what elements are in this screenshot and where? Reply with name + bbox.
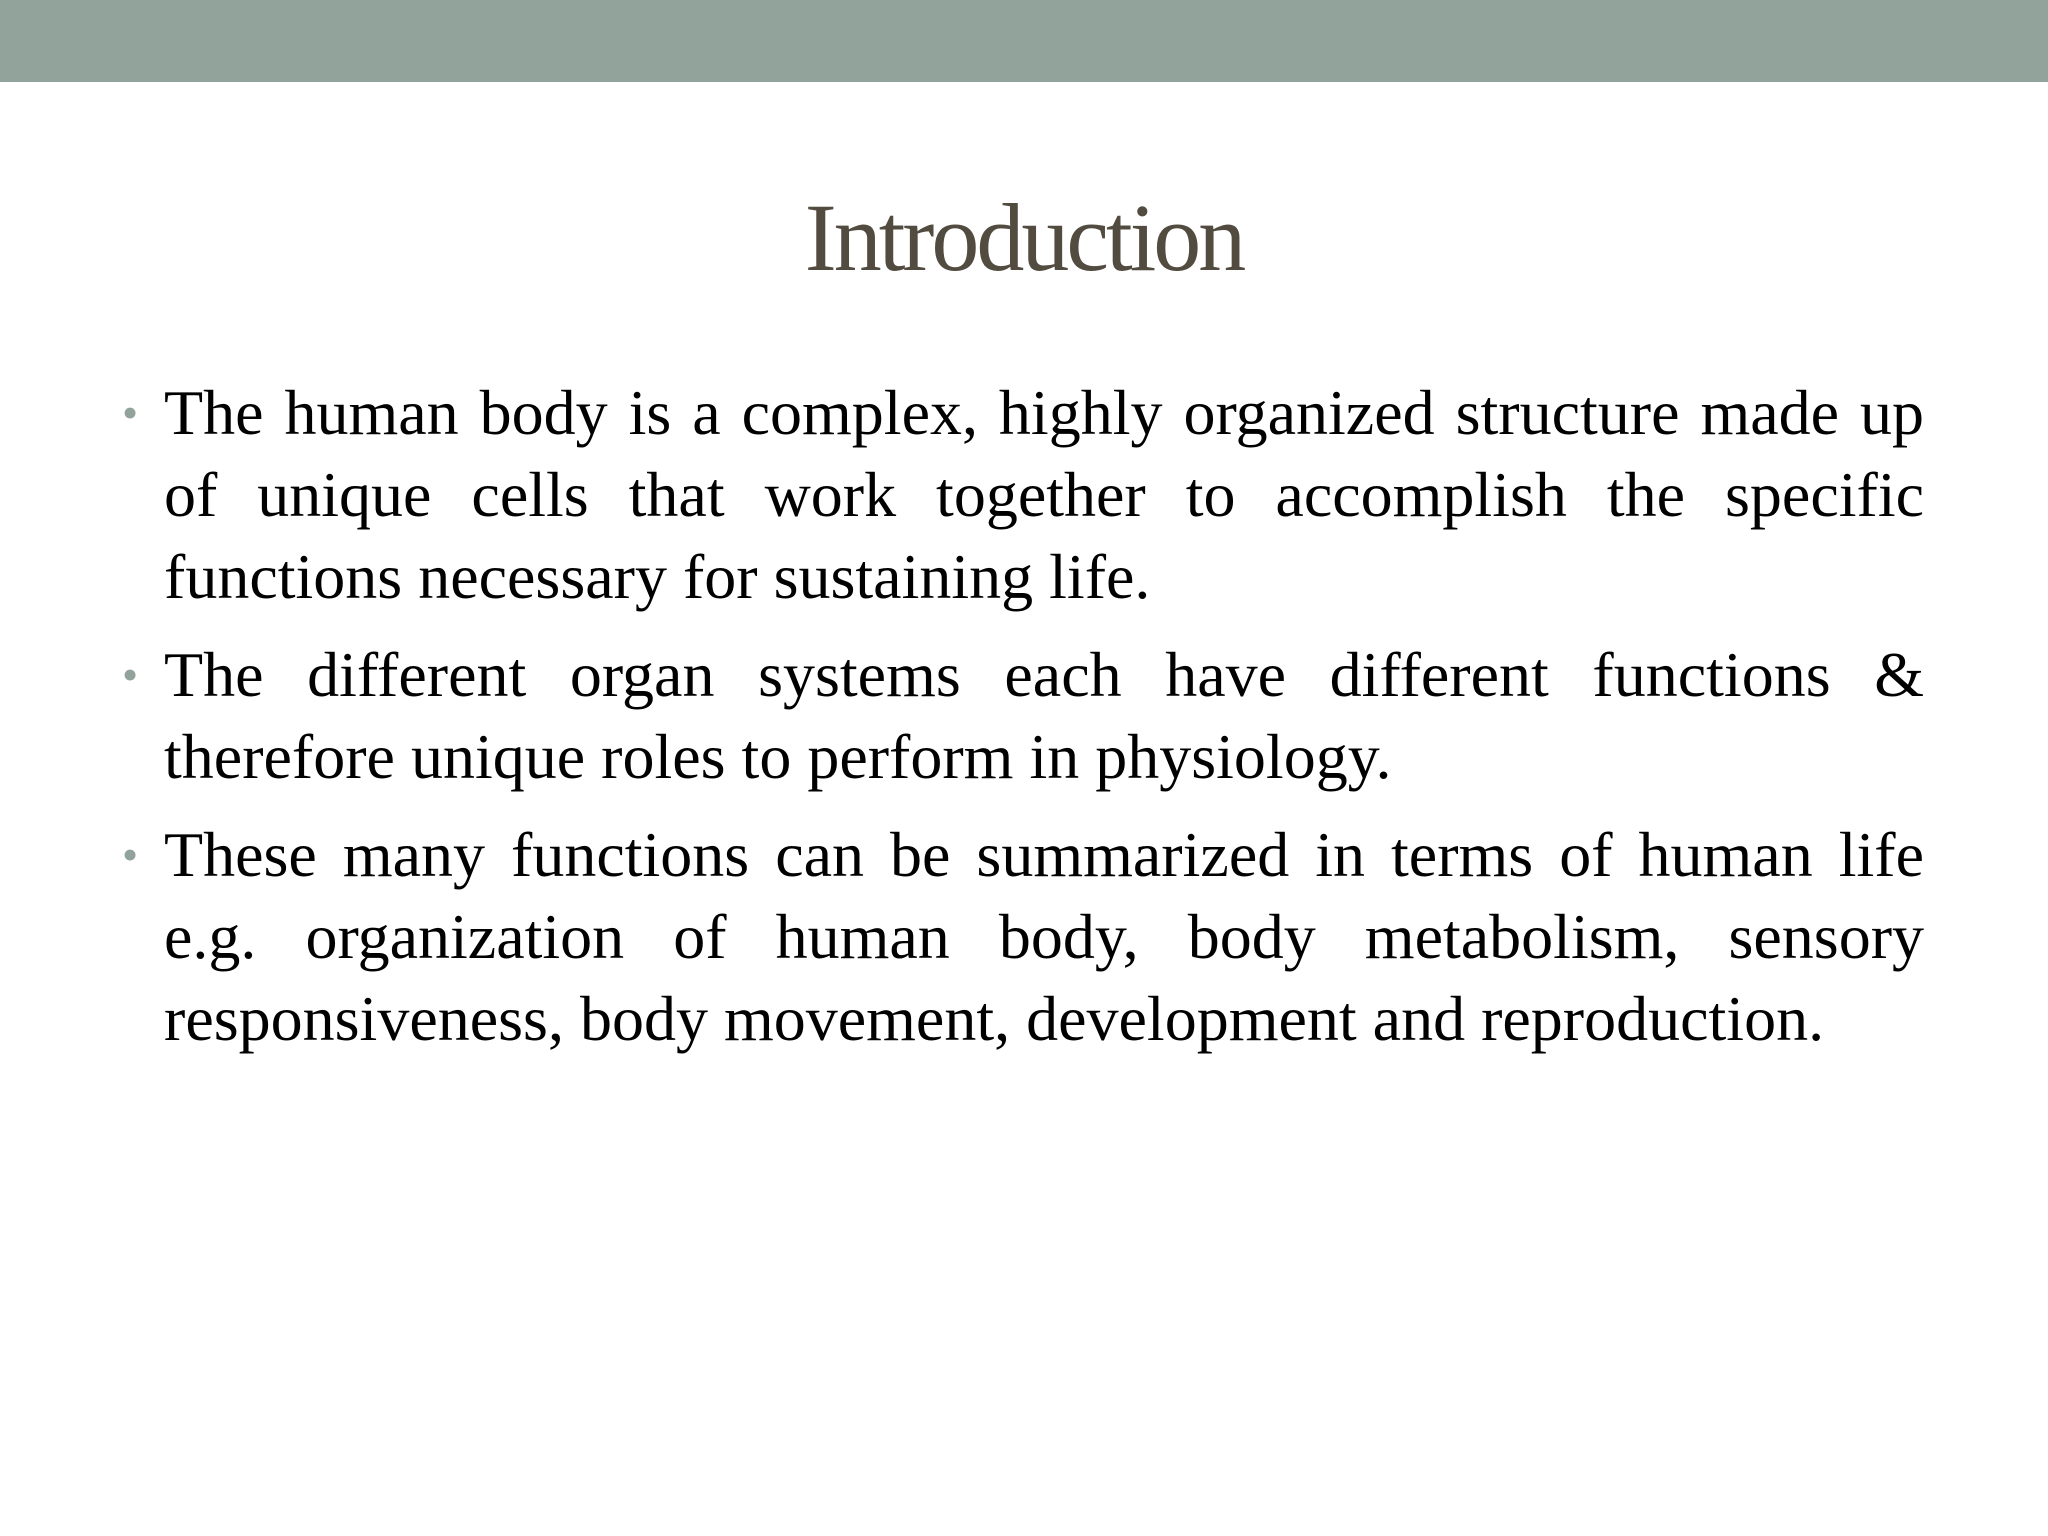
bullet-item-1 bbox=[122, 372, 1924, 618]
bullet-text-3: These many functions can be summarized in terms of human life e.g. organization of human body, body metabolism, sensory responsiveness, body movement, development and reproduction. bbox=[164, 819, 1924, 1054]
bullet-icon: • bbox=[122, 829, 139, 880]
bullet-text-2: The different organ systems each have different functions & therefore unique roles to perform in physiology. bbox=[164, 639, 1924, 792]
top-accent-band bbox=[0, 0, 2048, 82]
slide-title: Introduction bbox=[804, 184, 1244, 291]
bullet-item-3 bbox=[122, 814, 1924, 1060]
bullet-icon: • bbox=[122, 387, 139, 438]
bullet-text-1: The human body is a complex, highly organized structure made up of unique cells that work together to accomplish the specific functions necessary for sustaining life. bbox=[164, 377, 1924, 612]
bullet-list bbox=[122, 372, 1924, 1076]
bullet-icon: • bbox=[122, 649, 139, 700]
bullet-item-2 bbox=[122, 634, 1924, 798]
